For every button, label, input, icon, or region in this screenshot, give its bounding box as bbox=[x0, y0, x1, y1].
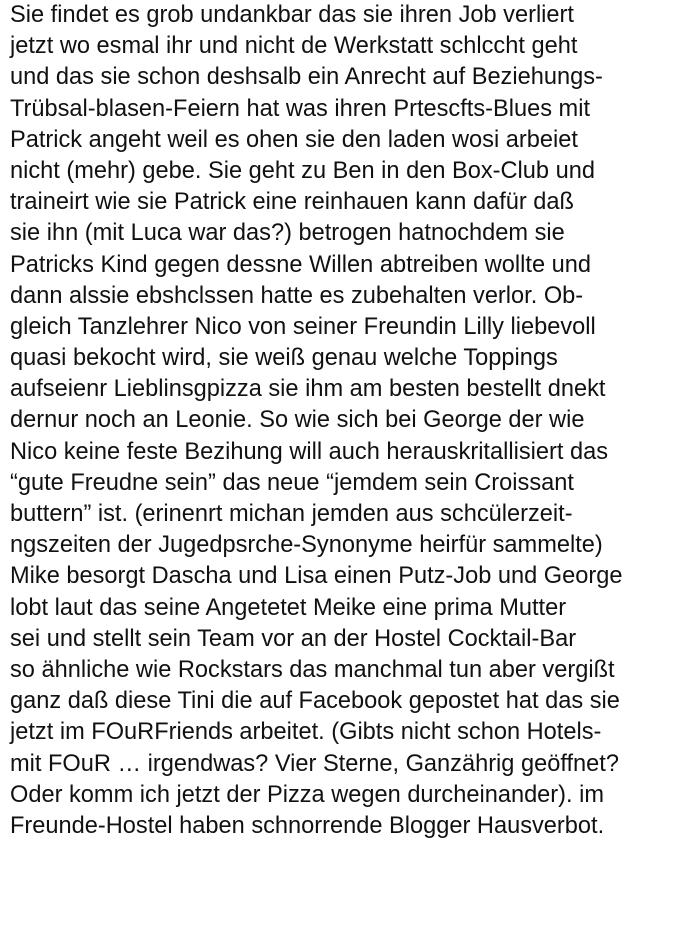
text-line: dann alssie ebshclssen hatte es zubehalten verlor. Ob- bbox=[10, 282, 584, 309]
text-line: so ähnliche wie Rockstars das manchmal tun aber vergißt bbox=[10, 656, 615, 683]
text-line: gleich Tanzlehrer Nico von seiner Freundin Lilly liebevoll bbox=[10, 313, 596, 340]
text-line: Sie findet es grob undankbar das sie ihren Job verliert bbox=[10, 2, 574, 28]
text-line: Nico keine feste Bezihung will auch herauskritallisiert das bbox=[10, 438, 609, 465]
text-line: sie ihn (mit Luca war das?) betrogen hatnochdem sie bbox=[10, 220, 565, 247]
text-line: quasi bekocht wird, sie weiß genau welche Toppings bbox=[10, 345, 558, 372]
text-line: traineirt wie sie Patrick eine reinhauen kann dafür daß bbox=[10, 189, 574, 216]
text-line: lobt laut das seine Angetetet Meike eine prima Mutter bbox=[10, 594, 567, 621]
text-line: mit FOuR … irgendwas? Vier Sterne, Ganzährig geöffnet? bbox=[10, 750, 619, 777]
text-line: Mike besorgt Dascha und Lisa einen Putz-Job und George bbox=[10, 563, 623, 590]
text-line: ganz daß diese Tini die auf Facebook gepostet hat das sie bbox=[10, 688, 620, 715]
text-line: dernur noch an Leonie. So wie sich bei George der wie bbox=[10, 407, 585, 434]
text-line: sei und stellt sein Team vor an der Hostel Cocktail-Bar bbox=[10, 625, 577, 652]
text-line: Patricks Kind gegen dessne Willen abtreiben wollte und bbox=[10, 251, 592, 278]
text-line: Freunde-Hostel haben schnorrende Blogger Hausverbot. bbox=[10, 812, 605, 839]
text-line: Patrick angeht weil es ohen sie den laden wosi arbeiet bbox=[10, 126, 578, 153]
text-line: Oder komm ich jetzt der Pizza wegen durcheinander). im bbox=[10, 781, 605, 808]
text-line: ngszeiten der Jugedpsrche-Synonyme heirfür sammelte) bbox=[10, 532, 603, 559]
text-line: “gute Freudne sein” das neue “jemdem sein Croissant bbox=[10, 469, 574, 496]
text-line: nicht (mehr) gebe. Sie geht zu Ben in den Box-Club und bbox=[10, 157, 595, 184]
text-line: Trübsal-blasen-Feiern hat was ihren Prtescfts-Blues mit bbox=[10, 95, 591, 122]
text-line: aufseienr Lieblinsgpizza sie ihm am besten bestellt dnekt bbox=[10, 376, 606, 403]
body-text bbox=[10, 0, 682, 842]
text-line: jetzt im FOuRFriends arbeitet. (Gibts nicht schon Hotels- bbox=[10, 719, 602, 746]
text-line: jetzt wo esmal ihr und nicht de Werkstatt schlccht geht bbox=[10, 33, 578, 60]
text-line: buttern” ist. (erinenrt michan jemden aus schcülerzeit- bbox=[10, 501, 573, 527]
text-line: und das sie schon deshsalb ein Anrecht auf Beziehungs- bbox=[10, 64, 603, 91]
